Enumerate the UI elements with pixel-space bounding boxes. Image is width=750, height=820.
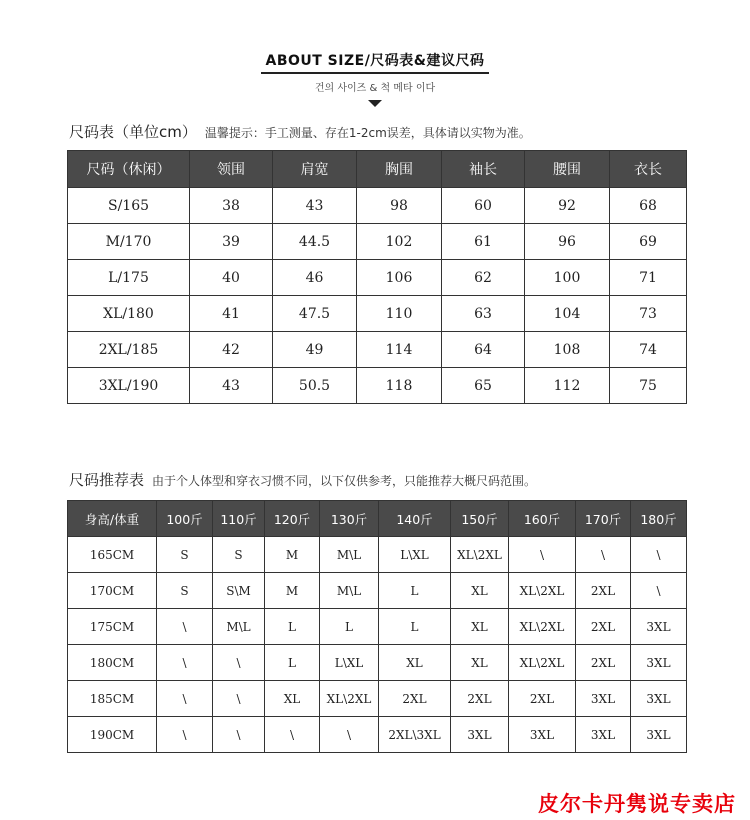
recommend-table-cell: 3XL bbox=[576, 717, 631, 753]
size-section-title: 尺码表（单位cm） bbox=[69, 123, 197, 141]
recommend-table-header-cell: 150斤 bbox=[451, 501, 509, 537]
recommend-table-cell: XL bbox=[451, 645, 509, 681]
size-table-header-cell: 尺码（休闲） bbox=[68, 151, 190, 188]
recommend-table-cell: XL bbox=[265, 681, 320, 717]
recommend-table-cell: L bbox=[265, 645, 320, 681]
recommend-table-cell: \ bbox=[213, 645, 265, 681]
recommend-table-row bbox=[68, 573, 687, 609]
recommend-table-cell: 2XL bbox=[576, 645, 631, 681]
recommend-table-cell: XL bbox=[451, 573, 509, 609]
recommend-table-header-cell: 100斤 bbox=[157, 501, 213, 537]
size-table-cell: 38 bbox=[190, 188, 273, 224]
recommend-table-cell: \ bbox=[631, 537, 687, 573]
recommend-table-cell: 3XL bbox=[631, 681, 687, 717]
recommend-table-cell: XL\2XL bbox=[509, 573, 576, 609]
size-table-cell: 68 bbox=[610, 188, 687, 224]
recommend-table-cell: 3XL bbox=[631, 609, 687, 645]
size-section-note: 温馨提示：手工测量、存在1-2cm误差，具体请以实物为准。 bbox=[204, 126, 531, 140]
recommend-table-row bbox=[68, 537, 687, 573]
size-table-header-cell: 袖长 bbox=[442, 151, 525, 188]
recommend-table-row bbox=[68, 645, 687, 681]
size-table-cell: 65 bbox=[442, 368, 525, 404]
recommend-table-row bbox=[68, 717, 687, 753]
recommend-table-cell: 2XL bbox=[379, 681, 451, 717]
recommend-table-header-cell: 160斤 bbox=[509, 501, 576, 537]
recommend-table-cell: \ bbox=[320, 717, 379, 753]
recommend-table-cell: 2XL bbox=[451, 681, 509, 717]
recommend-table-cell: 185CM bbox=[68, 681, 157, 717]
recommend-table-cell: \ bbox=[157, 717, 213, 753]
size-table-cell: 104 bbox=[525, 296, 610, 332]
size-table-cell: 42 bbox=[190, 332, 273, 368]
recommend-section-note: 由于个人体型和穿衣习惯不同，以下仅供参考，只能推荐大概尺码范围。 bbox=[152, 474, 537, 488]
recommend-table-cell: 2XL bbox=[509, 681, 576, 717]
recommend-table-cell: XL bbox=[379, 645, 451, 681]
store-name: 皮尔卡丹隽说专卖店 bbox=[538, 792, 736, 816]
size-table-row bbox=[68, 368, 687, 404]
size-table-cell: 98 bbox=[357, 188, 442, 224]
recommend-table-cell: S\M bbox=[213, 573, 265, 609]
recommend-table-cell: \ bbox=[213, 681, 265, 717]
size-table-body bbox=[68, 188, 687, 404]
recommend-table-cell: L bbox=[379, 573, 451, 609]
size-table-row bbox=[68, 224, 687, 260]
size-table-row bbox=[68, 260, 687, 296]
size-table-cell: 39 bbox=[190, 224, 273, 260]
size-table-cell: 61 bbox=[442, 224, 525, 260]
recommend-table-cell: S bbox=[213, 537, 265, 573]
size-table-cell: 43 bbox=[273, 188, 357, 224]
size-table-cell: 47.5 bbox=[273, 296, 357, 332]
size-table-row bbox=[68, 188, 687, 224]
recommend-table-cell: M\L bbox=[320, 573, 379, 609]
size-table-cell: 106 bbox=[357, 260, 442, 296]
recommend-table-cell: \ bbox=[265, 717, 320, 753]
size-table-row bbox=[68, 332, 687, 368]
size-table-cell: 41 bbox=[190, 296, 273, 332]
recommend-table-cell: \ bbox=[213, 717, 265, 753]
size-table-cell: XL/180 bbox=[68, 296, 190, 332]
size-table-cell: 46 bbox=[273, 260, 357, 296]
size-table-cell: 102 bbox=[357, 224, 442, 260]
page-header bbox=[0, 50, 750, 107]
size-table-cell: M/170 bbox=[68, 224, 190, 260]
recommend-table-cell: L bbox=[320, 609, 379, 645]
size-table-cell: 110 bbox=[357, 296, 442, 332]
recommend-table-cell: 2XL bbox=[576, 573, 631, 609]
size-table-cell: 49 bbox=[273, 332, 357, 368]
size-table-header-cell: 肩宽 bbox=[273, 151, 357, 188]
recommend-table-cell: M\L bbox=[213, 609, 265, 645]
size-table-cell: S/165 bbox=[68, 188, 190, 224]
recommend-table-header-row bbox=[68, 501, 687, 537]
recommend-table-cell: \ bbox=[631, 573, 687, 609]
size-table-header-cell: 领围 bbox=[190, 151, 273, 188]
size-table-header-cell: 胸围 bbox=[357, 151, 442, 188]
size-table-cell: 69 bbox=[610, 224, 687, 260]
recommend-table-cell: 190CM bbox=[68, 717, 157, 753]
size-table-cell: 2XL/185 bbox=[68, 332, 190, 368]
recommend-table-cell: \ bbox=[509, 537, 576, 573]
recommend-table-cell: \ bbox=[157, 681, 213, 717]
down-arrow-icon bbox=[368, 100, 382, 107]
size-table-cell: 118 bbox=[357, 368, 442, 404]
size-table-cell: 63 bbox=[442, 296, 525, 332]
size-table-cell: 50.5 bbox=[273, 368, 357, 404]
recommend-table-cell: L\XL bbox=[379, 537, 451, 573]
recommend-table-cell: XL\2XL bbox=[320, 681, 379, 717]
size-table-cell: 75 bbox=[610, 368, 687, 404]
recommend-table-cell: L bbox=[265, 609, 320, 645]
size-table-header-row bbox=[68, 151, 687, 188]
size-table-cell: 44.5 bbox=[273, 224, 357, 260]
size-table-cell: 112 bbox=[525, 368, 610, 404]
recommend-table-cell: 2XL bbox=[576, 609, 631, 645]
size-table-cell: 100 bbox=[525, 260, 610, 296]
size-table-cell: 3XL/190 bbox=[68, 368, 190, 404]
size-table-cell: 71 bbox=[610, 260, 687, 296]
size-table-cell: 114 bbox=[357, 332, 442, 368]
recommend-section-heading bbox=[69, 469, 536, 490]
recommend-table-cell: 2XL\3XL bbox=[379, 717, 451, 753]
recommend-table-body bbox=[68, 537, 687, 753]
recommend-table-header-cell: 140斤 bbox=[379, 501, 451, 537]
recommend-table-cell: 180CM bbox=[68, 645, 157, 681]
size-section-heading bbox=[69, 121, 531, 142]
size-table bbox=[67, 150, 687, 404]
header-title: ABOUT SIZE/尺码表&建议尺码 bbox=[261, 50, 488, 74]
recommend-table-cell: 3XL bbox=[509, 717, 576, 753]
recommend-table-row bbox=[68, 609, 687, 645]
recommend-table bbox=[67, 500, 687, 753]
recommend-table-row bbox=[68, 681, 687, 717]
recommend-table-header-cell: 身高/体重 bbox=[68, 501, 157, 537]
recommend-section-title: 尺码推荐表 bbox=[69, 471, 145, 489]
recommend-table-header-cell: 120斤 bbox=[265, 501, 320, 537]
recommend-table-header-cell: 180斤 bbox=[631, 501, 687, 537]
size-table-cell: 92 bbox=[525, 188, 610, 224]
recommend-table-cell: 165CM bbox=[68, 537, 157, 573]
recommend-table-cell: XL\2XL bbox=[509, 609, 576, 645]
size-table-cell: 96 bbox=[525, 224, 610, 260]
size-table-cell: 40 bbox=[190, 260, 273, 296]
size-table-cell: L/175 bbox=[68, 260, 190, 296]
recommend-table-cell: M bbox=[265, 537, 320, 573]
recommend-table-cell: 175CM bbox=[68, 609, 157, 645]
recommend-table-header-cell: 170斤 bbox=[576, 501, 631, 537]
recommend-table-cell: XL\2XL bbox=[451, 537, 509, 573]
recommend-table-cell: 3XL bbox=[451, 717, 509, 753]
recommend-table-cell: M\L bbox=[320, 537, 379, 573]
recommend-table-cell: 3XL bbox=[631, 717, 687, 753]
recommend-table-cell: \ bbox=[157, 609, 213, 645]
size-table-header-cell: 腰围 bbox=[525, 151, 610, 188]
size-table-cell: 43 bbox=[190, 368, 273, 404]
size-table-row bbox=[68, 296, 687, 332]
size-table-cell: 74 bbox=[610, 332, 687, 368]
recommend-table-header-cell: 110斤 bbox=[213, 501, 265, 537]
recommend-table-cell: M bbox=[265, 573, 320, 609]
size-table-cell: 108 bbox=[525, 332, 610, 368]
recommend-table-cell: L\XL bbox=[320, 645, 379, 681]
size-table-cell: 64 bbox=[442, 332, 525, 368]
recommend-table-cell: S bbox=[157, 537, 213, 573]
recommend-table-cell: L bbox=[379, 609, 451, 645]
recommend-table-header-cell: 130斤 bbox=[320, 501, 379, 537]
recommend-table-cell: XL bbox=[451, 609, 509, 645]
recommend-table-cell: 3XL bbox=[576, 681, 631, 717]
recommend-table-cell: 170CM bbox=[68, 573, 157, 609]
recommend-table-cell: XL\2XL bbox=[509, 645, 576, 681]
size-table-cell: 62 bbox=[442, 260, 525, 296]
recommend-table-cell: S bbox=[157, 573, 213, 609]
recommend-table-cell: 3XL bbox=[631, 645, 687, 681]
recommend-table-cell: \ bbox=[157, 645, 213, 681]
recommend-table-cell: \ bbox=[576, 537, 631, 573]
size-table-cell: 60 bbox=[442, 188, 525, 224]
size-table-cell: 73 bbox=[610, 296, 687, 332]
size-table-header-cell: 衣长 bbox=[610, 151, 687, 188]
header-subtitle: 건의 사이즈 & 척 메타 이다 bbox=[314, 83, 436, 94]
